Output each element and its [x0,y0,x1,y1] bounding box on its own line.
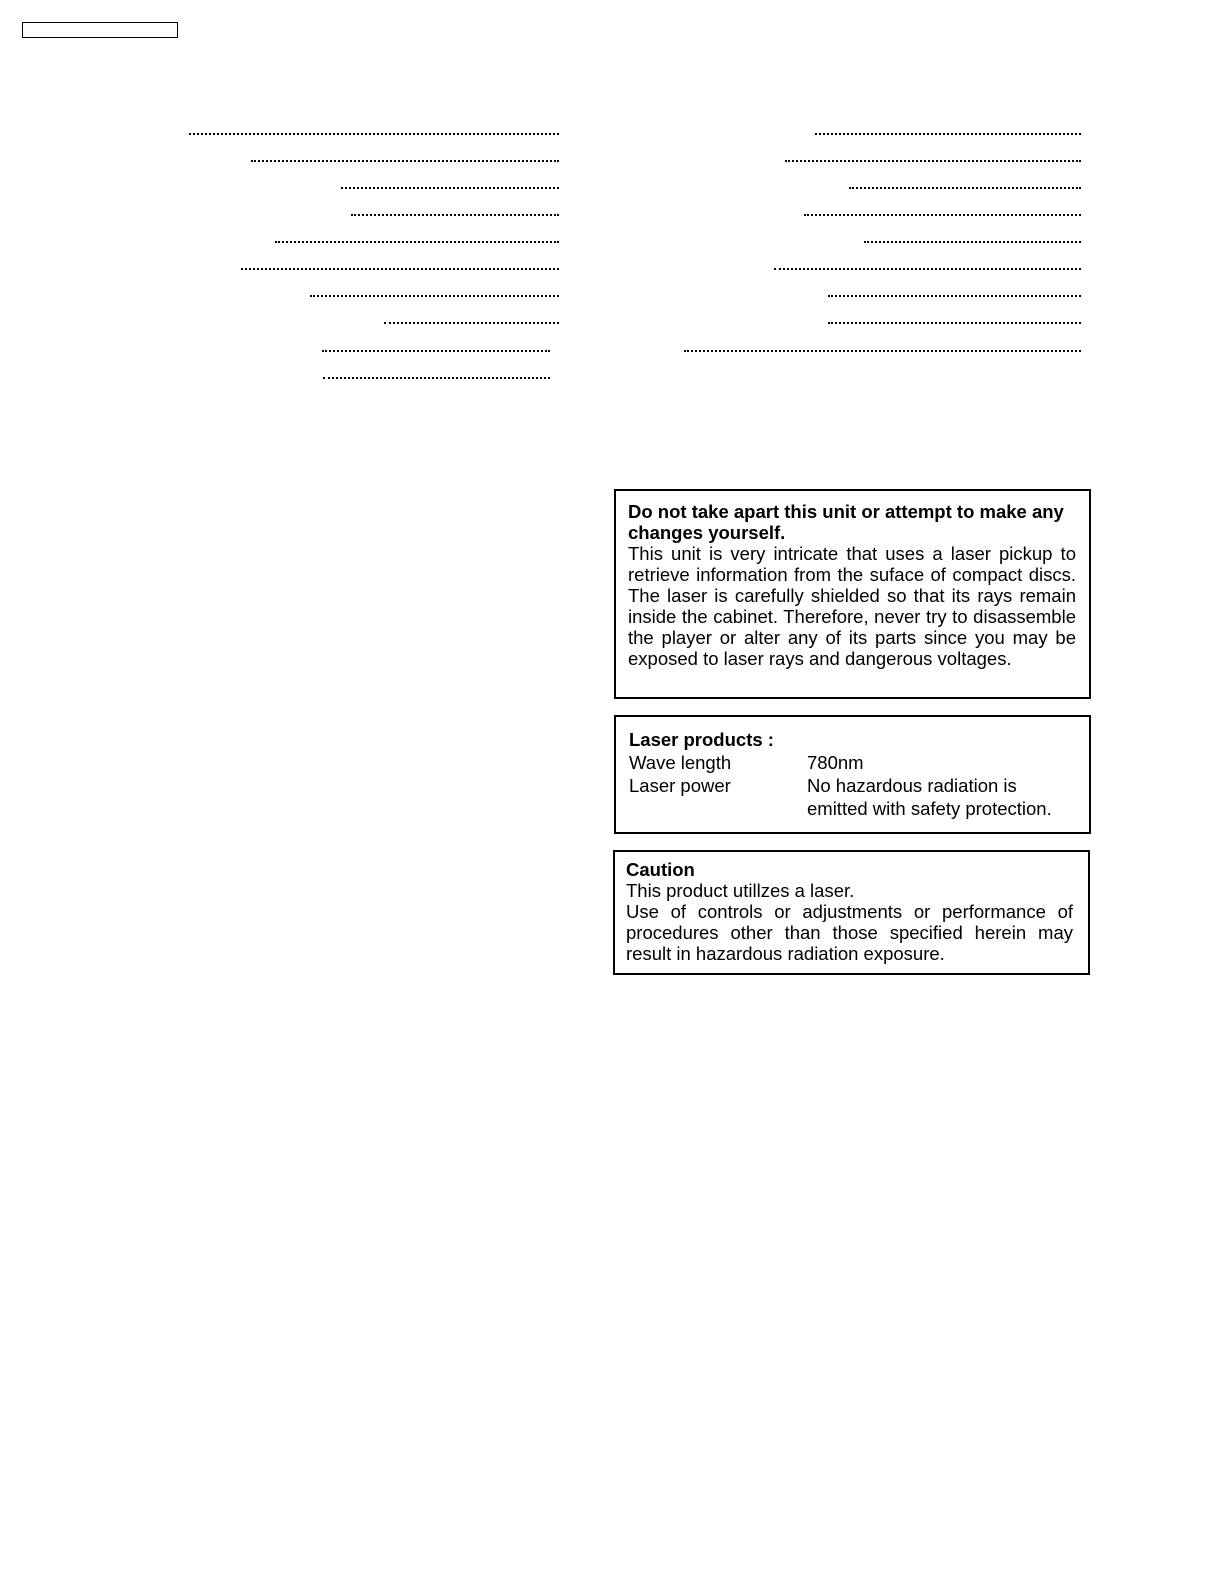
toc-leader [804,214,1081,216]
toc-leader [864,241,1081,243]
toc-leader [251,160,559,162]
toc-leader [241,268,559,270]
toc-leader [189,133,559,135]
toc-leader [849,187,1081,189]
laser-products-box [614,715,1091,834]
toc-leader [774,268,1081,270]
laser-power-row [629,774,1076,820]
toc-leader [323,377,550,379]
toc-leader [351,214,559,216]
toc-leader [684,350,1081,352]
caution-body: Use of controls or adjustments or performance of procedures other than those specified herein may result in hazardous radiation exposure. [626,901,1073,964]
toc-leader [275,241,559,243]
laser-power-value [807,774,1076,820]
header-label-box [22,22,178,38]
caution-line-1: This product utillzes a laser. [626,880,855,901]
laser-power-label: Laser power [629,775,731,796]
laser-power-value-line-2: emitted with safety protection. [807,798,1052,819]
toc-leader [828,295,1081,297]
disassembly-warning-body: This unit is very intricate that uses a laser pickup to retrieve information from the suface of compact discs. The laser is carefully shielded so that its rays remain inside the cabinet. Therefore, never try to disassemble the player or alter any of its parts since you may be exposed to laser rays and dangerous voltages. [628,543,1076,669]
caution-box [613,850,1090,975]
laser-power-value-line-1: No hazardous radiation is [807,775,1017,796]
disassembly-warning-heading: Do not take apart this unit or attempt to make any changes yourself. [628,501,1064,543]
toc-leader [341,187,559,189]
toc-leader [815,133,1081,135]
wave-length-label: Wave length [629,752,732,773]
wave-length-value: 780nm [807,752,864,773]
wave-length-row [629,751,1076,774]
laser-products-heading: Laser products : [629,729,774,750]
toc-leader [310,295,559,297]
toc-leader [384,322,559,324]
caution-heading: Caution [626,859,695,880]
toc-leader [828,322,1081,324]
disassembly-warning-box [614,489,1091,699]
toc-leader [322,350,550,352]
toc-leader [785,160,1081,162]
